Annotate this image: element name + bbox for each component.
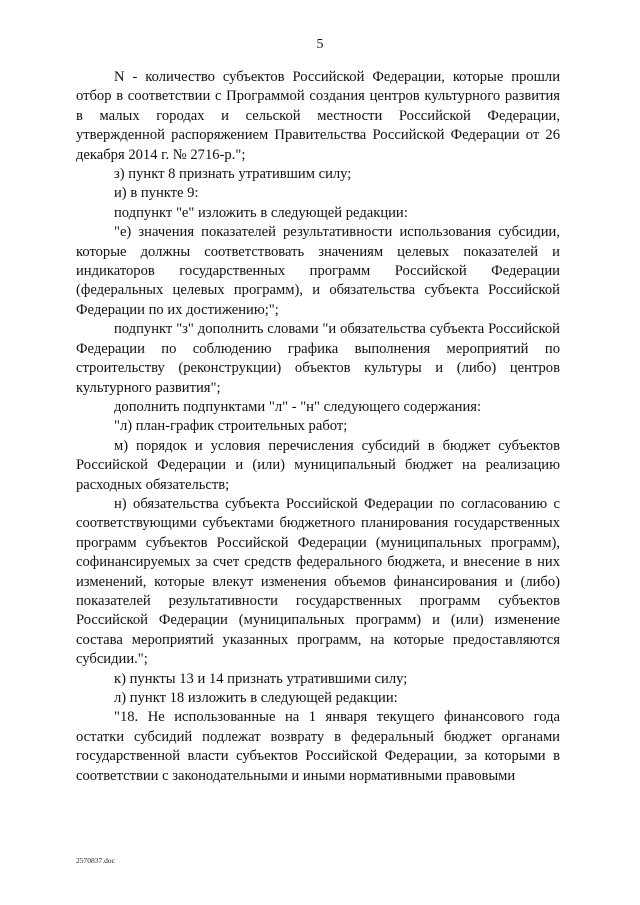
paragraph-point-18: "18. Не использованные на 1 января текущего финансового года остатки субсидий подлежат возврату в федеральный бюджет органами государственной власти субъектов Российской Федерации, за которыми в соответствии с законодательными и иными нормативными правовыми bbox=[76, 709, 560, 784]
paragraph-subitem-z-addition: подпункт "з" дополнить словами "и обязательства субъекта Российской Федерации по соблюдению графика выполнения мероприятий по строительству (реконструкции) объектов культуры и (либо) центров культурного развития"; bbox=[76, 321, 560, 396]
paragraph-subitem-m: м) порядок и условия перечисления субсидий в бюджет субъектов Российской Федерации и (или) муниципальный бюджет на реализацию расходных обязательств; bbox=[76, 437, 560, 493]
paragraph-item-k: к) пункты 13 и 14 признать утратившими силу; bbox=[114, 670, 408, 687]
paragraph-subitem-n: н) обязательства субъекта Российской Федерации по согласованию с соответствующими субъектами бюджетного планирования государственных программ субъектов Российской Федерации (муниципальных программ), софинансируемых за счет средств федерального бюджета, и внесение в них изменений, которые влекут изменения объемов финансирования и (либо) показателей результативности государственных программ субъектов Российской Федерации (муниципальных программ) и (или) изменение состава мероприятий указанных программ, на которые предоставляются субсидии."; bbox=[76, 495, 560, 668]
document-body bbox=[76, 68, 560, 786]
paragraph-subitem-l: "л) план-график строительных работ; bbox=[114, 418, 348, 435]
page-number: 5 bbox=[316, 37, 324, 52]
paragraph-item-i: и) в пункте 9: bbox=[114, 185, 199, 202]
paragraph-subitem-e-text: "е) значения показателей результативности использования субсидии, которые должны соответствовать значениям целевых показателей и индикаторов государственных программ Российской Федерации (федеральных целевых программ), и обязательства субъекта Российской Федерации по их достижению;"; bbox=[76, 224, 560, 318]
paragraph-item-z: з) пункт 8 признать утратившим силу; bbox=[114, 166, 352, 183]
paragraph-subitem-e-intro: подпункт "е" изложить в следующей редакции: bbox=[114, 204, 408, 221]
paragraph-item-l: л) пункт 18 изложить в следующей редакции: bbox=[114, 690, 398, 706]
paragraph-formula-n-definition: N - количество субъектов Российской Федерации, которые прошли отбор в соответствии с Программой создания центров культурного развития в малых городах и сельской местности Российской Федерации, утвержденной распоряжением Правительства Российской Федерации от 26 декабря 2014 г. № 2716-р."; bbox=[76, 69, 560, 163]
paragraph-add-subitems-intro: дополнить подпунктами "л" - "н" следующего содержания: bbox=[114, 398, 482, 415]
footer-filename: 2570837.doc bbox=[76, 856, 115, 865]
